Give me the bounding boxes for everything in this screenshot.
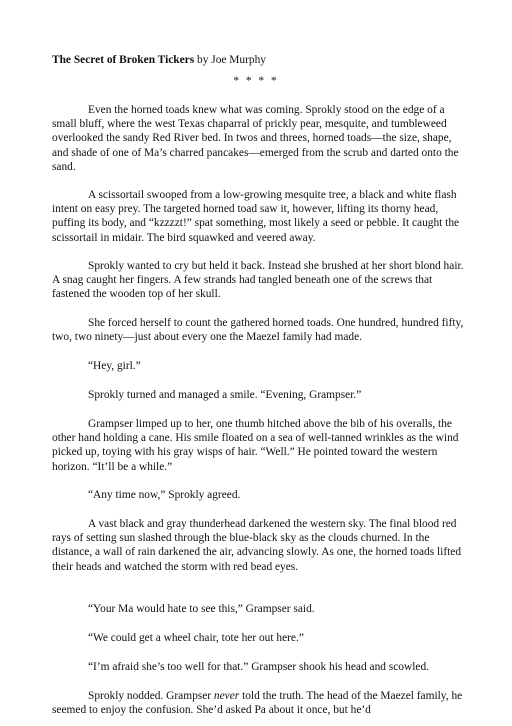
paragraph-2: A scissortail swooped from a low-growing mesquite tree, a black and white flash intent on easy prey. The targeted horned toad saw it, however, lifting its thorny head, puffing its body, and “kzzzzt!” spat something, most likely a seed or pebble. It caught the scissortail in midair. The bird squawked and veered away.: [52, 189, 460, 244]
story-title: The Secret of Broken Tickers: [52, 54, 195, 66]
emphasis-never: never: [213, 690, 240, 702]
paragraph-6: Sprokly turned and managed a smile. “Evening, Grampser.”: [88, 389, 362, 401]
paragraph-11: “We could get a wheel chair, tote her out here.”: [88, 632, 304, 644]
paragraph-7: Grampser limped up to her, one thumb hitched above the bib of his overalls, the other hand holding a cane. His smile floated on a sea of well-tanned wrinkles as the wind picked up, toying with his gray wisps of hair. “Well.” He pointed toward the western horizon. “It’ll be a while.”: [52, 418, 459, 473]
paragraph-4: She forced herself to count the gathered horned toads. One hundred, hundred fifty, two, two ninety—just about every one the Maezel family had made.: [52, 317, 464, 344]
paragraph-10: “Your Ma would hate to see this,” Grampser said.: [88, 603, 315, 615]
paragraph-9: A vast black and gray thunderhead darkened the western sky. The final blood red rays of setting sun slashed through the blue-black sky as the clouds churned. In the distance, a wall of rain darkened the air, advancing slowly. As one, the horned toads lifted their heads and watched the storm with red bead eyes.: [52, 518, 462, 573]
paragraph-1: Even the horned toads knew what was coming. Sprokly stood on the edge of a small bluff, where the west Texas chaparral of prickly pear, mesquite, and tumbleweed overlooked the sandy Red River bed. In twos and threes, horned toads—the size, shape, and shade of one of Ma’s charred pancakes—emerged from the scrub and darted onto the sand.: [52, 104, 459, 173]
paragraph-12: “I’m afraid she’s too well for that.” Grampser shook his head and scowled.: [88, 661, 429, 673]
byline: by Joe Murphy: [194, 54, 266, 66]
section-separator: * * * *: [233, 75, 279, 87]
title-line: [52, 53, 266, 67]
paragraph-3: Sprokly wanted to cry but held it back. Instead she brushed at her short blond hair. A snag caught her fingers. A few strands had tangled beneath one of the screws that fastened the wooden top of her skull.: [52, 260, 464, 301]
paragraph-5: “Hey, girl.”: [88, 360, 141, 372]
paragraph-13: Sprokly nodded. Grampser never told the truth. The head of the Maezel family, he seemed to enjoy the confusion. She’d asked Pa about it once, but he’d: [52, 690, 463, 717]
paragraph-8: “Any time now,” Sprokly agreed.: [88, 489, 241, 501]
